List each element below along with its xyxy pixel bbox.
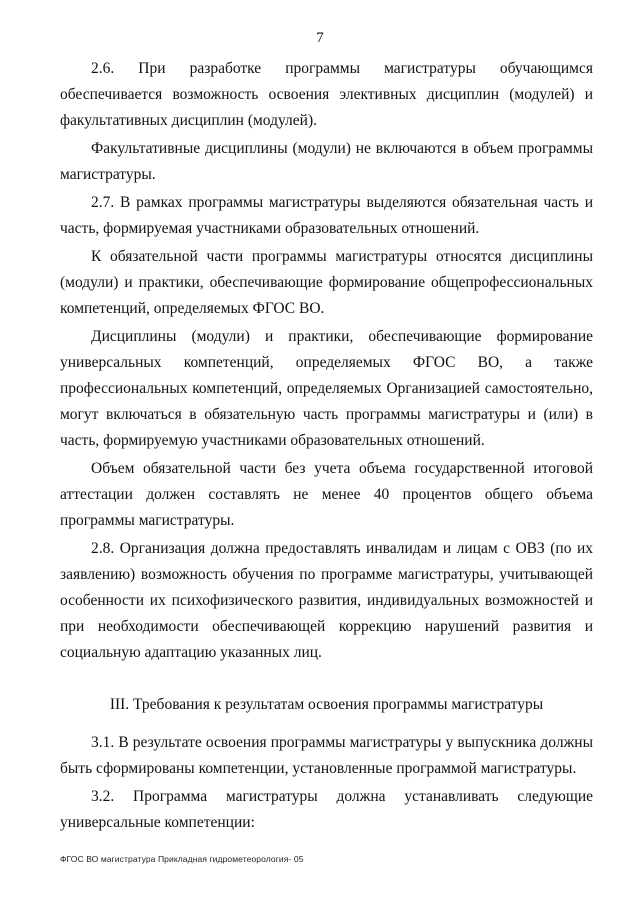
paragraph-volume: Объем обязательной части без учета объема государственной итоговой аттестации должен составлять не менее 40 процентов общего объема программы магистратуры. (60, 460, 593, 529)
paragraph-mandatory-part: К обязательной части программы магистратуры относятся дисциплины (модули) и практики, обеспечивающие формирование общепрофессиональных компетенций, определяемых ФГОС ВО. (60, 248, 593, 317)
paragraph-2-6: 2.6. При разработке программы магистратуры обучающимся обеспечивается возможность освоения элективных дисциплин (модулей) и факультативных дисциплин (модулей). (60, 60, 593, 129)
page-footer: ФГОС ВО магистратура Прикладная гидрометеорология- 05 (60, 854, 304, 864)
page-number: 7 (316, 30, 324, 46)
paragraph-2-7: 2.7. В рамках программы магистратуры выделяются обязательная часть и часть, формируемая участниками образовательных отношений. (60, 194, 593, 237)
paragraph-2-8: 2.8. Организация должна предоставлять инвалидам и лицам с ОВЗ (по их заявлению) возможность обучения по программе магистратуры, учитывающей особенности их психофизического развития, индивидуальных возможностей и при необходимости обеспечивающей коррекцию нарушений развития и социальную адаптацию указанных лиц. (60, 540, 593, 661)
section-heading: III. Требования к результатам освоения программы магистратуры (109, 696, 544, 713)
document-body (60, 56, 593, 836)
paragraph-3-1: 3.1. В результате освоения программы магистратуры у выпускника должны быть сформированы компетенции, установленные программой магистратуры. (60, 734, 593, 777)
paragraph-electives-note: Факультативные дисциплины (модули) не включаются в объем программы магистратуры. (60, 140, 593, 183)
paragraph-3-2: 3.2. Программа магистратуры должна устанавливать следующие универсальные компетенции: (60, 788, 593, 831)
paragraph-competencies: Дисциплины (модули) и практики, обеспечивающие формирование универсальных компетенций, определяемых ФГОС ВО, а также профессиональных компетенций, определяемых Организацией самостоятельно, могут включаться в обязательную часть программы магистратуры и (или) в часть, формируемую участниками образовательных отношений. (60, 328, 593, 449)
